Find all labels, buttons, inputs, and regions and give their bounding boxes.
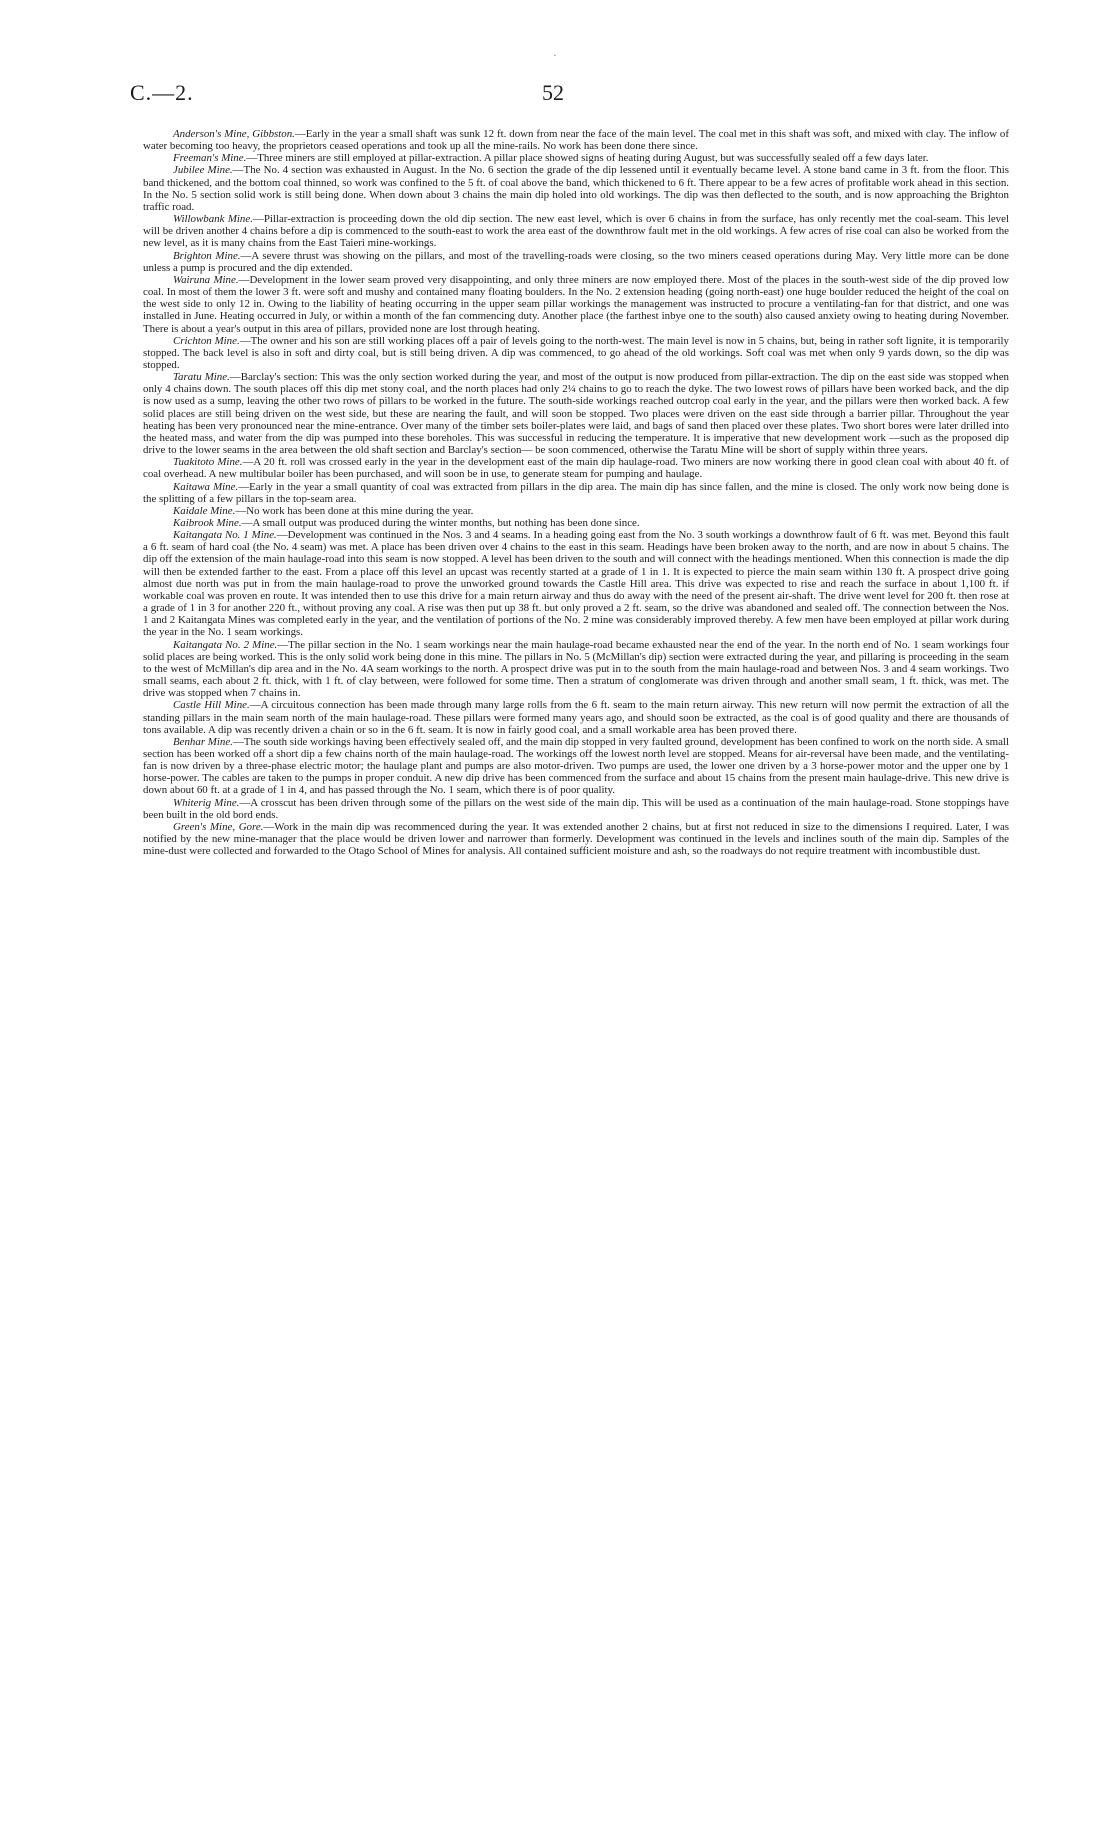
mine-name: Benhar Mine. [173, 735, 233, 748]
mine-name: Kaibrook Mine. [173, 517, 242, 529]
paragraph-text: —A small output was produced during the winter months, but nothing has been done since. [241, 517, 640, 529]
paragraph-text: —A severe thrust was showing on the pillars, and most of the travelling-roads were closing, so the two miners ceased operations during May. Very little more can be done unless a pump is procured and the dip extended. [143, 249, 1009, 274]
page-number: 52 [542, 80, 564, 105]
paragraph [143, 481, 1009, 505]
paragraph-text: —A circuitous connection has been made through many large rolls from the 6 ft. seam to the main return airway. This new return will now permit the extraction of all the standing pillars in the main seam north of the main haulage-road. These pillars were formed many years ago, and should soon be extracted, as the coal is of good quality and there are thousands of tons available. A dip was recently driven a chain or so in the 6 ft. seam. It is now in fairly good coal, and a small workable area has been proved there. [143, 699, 1009, 736]
paragraph [143, 517, 1009, 529]
mine-name: Green's Mine, Gore. [173, 820, 264, 833]
paragraph [143, 456, 1009, 480]
mine-name: Whiterig Mine. [173, 796, 240, 809]
paragraph-text: —Barclay's section: This was the only section worked during the year, and most of the output is now produced from pillar-extraction. The dip on the east side was stopped when only 4 chains down. The south places off this dip met stony coal, and the north places had only 2¼ chains to go to reach the dyke. The two lowest rows of pillars have been worked back, and the dip is now used as a sump, leaving the other two rows of pillars to be worked in the future. The south-side workings reached outcrop coal early in the year, and the pillars were then worked back. A few solid places are still being driven on the west side, but these are nearing the fault, and will soon be stopped. Two places were driven on the east side through a barrier pillar. Throughout the year heating has been very pronounced near the mine-entrance. Over many of the timber sets boiler-plates were laid, and bags of sand then placed over these plates. Two short bores were later drilled into the heated mass, and water from the dip was pumped into these boreholes. This was successful in reducing the temperature. It is imperative that new development work —such as the proposed dip drive to the lower seams in the area between the old shaft section and Barclay's section— be soon commenced, otherwise the Taratu Mine will be short of supply within three years. [143, 371, 1009, 457]
paragraph-text: —Development in the lower seam proved very disappointing, and only three miners are now employed there. Most of the places in the south-west side of the dip proved low coal. In most of them the lower 3 ft. were soft and mushy and contained many floating boulders. In the No. 2 extension heading (going north-east) one huge boulder reduced the height of the coal on the west side to only 12 in. Owing to the liability of heating occurring in the upper seam pillar workings the management was instructed to procure a ventilating-fan for that district, and one was installed in June. Heating occurred in July, or within a month of the fan commencing duty. Another place (the farthest inbye one to the south) also caused anxiety owing to heating during November. There is about a year's output in this area of pillars, provided none are lost through heating. [143, 273, 1009, 335]
paragraph-text: —A 20 ft. roll was crossed early in the year in the development east of the main dip haulage-road. Two miners are now working there in good clean coal with about 40 ft. of coal overhead. A new multibular boiler has been purchased, and will soon be in use, to generate steam for pumping and haulage. [143, 456, 1009, 481]
paragraph [143, 821, 1009, 857]
mine-name: Jubilee Mine. [173, 164, 233, 177]
mine-name: Kaitangata No. 2 Mine. [173, 638, 278, 651]
paragraph [143, 797, 1009, 821]
paragraph [143, 699, 1009, 735]
paragraph-text: —Early in the year a small quantity of coal was extracted from pillars in the dip area. The main dip has since fallen, and the mine is closed. The only work now being done is the splitting of a few pillars in the top-seam area. [143, 480, 1009, 505]
mine-name: Kaitangata No. 1 Mine. [173, 529, 277, 542]
paragraph [143, 274, 1009, 335]
paragraph-text: —Three miners are still employed at pillar-extraction. A pillar place showed signs of heating during August, but was successfully sealed off a few days later. [246, 152, 929, 165]
paragraph [143, 164, 1009, 213]
paragraph-text: —The pillar section in the No. 1 seam workings near the main haulage-road became exhausted near the end of the year. In the north end of No. 1 seam workings four solid places are being worked. This is the only solid work being done in this mine. The pillars in No. 5 (McMillan's dip) section were extracted during the year, and pillaring is proceeding in the seam to the west of McMillan's dip area and in the No. 4A seam workings to the north. A prospect drive was put in to the south from the main haulage-road and between Nos. 3 and 4 seam workings. Two small seams, each about 2 ft. thick, with 1 ft. of clay between, were followed for some time. Then a stratum of conglomerate was driven through and another small seam, 1 ft. thick, was met. The drive was stopped when 7 chains in. [143, 638, 1009, 700]
paragraph-text: —The south side workings having been effectively sealed off, and the main dip stopped in very faulted ground, development has been confined to work on the north side. A small section has been worked off a short dip a few chains north of the main haulage-road. The workings off the lowest north level are stopped. Means for air-reversal have been made, and the ventilating-fan is now driven by a three-phase electric motor; the haulage plant and pumps are also motor-driven. Two pumps are used, the lower one driven by a 3 horse-power motor and the upper one by 1 horse-power. The cables are taken to the pumps in proper conduit. A new dip drive has been commenced from the surface and about 15 chains from the present main haulage-drive. This new drive is down about 60 ft. at a grade of 1 in 4, and has passed through the No. 1 seam, which there is of poor quality. [143, 735, 1009, 797]
paragraph [143, 250, 1009, 274]
paragraph-text: —Work in the main dip was recommenced during the year. It was extended another 2 chains, but at first not reduced in size to the dimensions I required. Later, I was notified by the new mine-manager that the place would be driven lower and narrower than formerly. Development was continued in the levels and inclines south of the main dip. Samples of the mine-dust were collected and forwarded to the Otago School of Mines for analysis. All contained sufficient moisture and ash, so the roadways do not require treatment with incombustible dust. [143, 820, 1009, 858]
mine-name: Taratu Mine. [173, 371, 230, 384]
mine-name: Willowbank Mine. [173, 213, 253, 226]
mine-name: Freeman's Mine. [173, 152, 247, 165]
paragraph [143, 639, 1009, 700]
body-text [143, 128, 1009, 1763]
paragraph [143, 505, 1009, 517]
mine-name: Wairuna Mine. [173, 273, 239, 286]
paragraph [143, 371, 1009, 456]
mine-name: Kaidale Mine. [173, 504, 236, 517]
paragraph-text: —Pillar-extraction is proceeding down the old dip section. The new east level, which is over 6 chains in from the surface, has only recently met the coal-seam. This level will be driven another 4 chains before a dip is commenced to the south-east to work the area east of the downthrow fault met in the old workings. A few acres of rise coal can also be worked from the new level, as it is many chains from the East Taieri mine-workings. [143, 213, 1009, 250]
paragraph-text: —The owner and his son are still working places off a pair of levels going to the north-west. The main level is now in 5 chains, but, being in rather soft lignite, it is temporarily stopped. The back level is also in soft and dirty coal, but is still being driven. A dip was commenced, to go ahead of the old workings. Soft coal was met when only 9 yards down, so the dip was stopped. [143, 334, 1009, 371]
mine-name: Anderson's Mine, Gibbston. [173, 128, 295, 140]
mine-name: Castle Hill Mine. [173, 699, 250, 712]
paragraph [143, 152, 1009, 164]
paragraph-text: —The No. 4 section was exhausted in August. In the No. 6 section the grade of the dip lessened until it eventually became level. A stone band came in 3 ft. from the floor. This band thickened, and the bottom coal thinned, so work was confined to the 5 ft. of coal above the band, which thickened to 6 ft. There appear to be a few acres of profitable work ahead in this section. In the No. 5 section solid work is still being done. When down about 3 chains the main dip holed into old workings. The dip was then deflected to the south, and is now approaching the Brighton traffic road. [143, 164, 1009, 213]
paragraph [143, 128, 1009, 152]
mine-name: Kaitawa Mine. [173, 480, 239, 493]
header-reference: C.—2. [130, 80, 194, 105]
mine-name: Crichton Mine. [173, 334, 240, 347]
paragraph-text: —Early in the year a small shaft was sunk 12 ft. down from near the face of the main level. The coal met in this shaft was soft, and mixed with clay. The inflow of water becoming too heavy, the proprietors ceased operations and took up all the mine-rails. No work has been done there since. [143, 128, 1009, 153]
paragraph-text: —No work has been done at this mine during the year. [235, 504, 474, 517]
paragraph-text: —A crosscut has been driven through some of the pillars on the west side of the main dip. This will be used as a continuation of the main haulage-road. Stone stoppings have been built in the old bord ends. [143, 796, 1009, 821]
paragraph [143, 335, 1009, 371]
mine-name: Brighton Mine. [173, 249, 241, 262]
paragraph [143, 736, 1009, 797]
paragraph-text: —Development was continued in the Nos. 3 and 4 seams. In a heading going east from the No. 3 south workings a downthrow fault of 6 ft. was met. Beyond this fault a 6 ft. seam of hard coal (the No. 4 seam) was met. A place has been driven over 4 chains to the east in this seam. Headings have been broken away to the north, and are now in about 5 chains. The dip off the extension of the main haulage-road into this seam is now stopped. A level has been driven to the south and will connect with the headings mentioned. When this connection is made the dip will then be extended farther to the east. From a place off this level an upcast was recently started at a grade of 1 in 1. It is expected to pierce the main seam within 130 ft. A prospect drive going almost due north was put in from the main haulage-road to prove the unworked ground towards the Castle Hill area. This drive was expected to rise and reach the surface in about 1,100 ft. if workable coal was proven en route. It was intended then to use this drive for a main return airway and thus do away with the need of the present air-shaft. The drive went level for 200 ft. then rose at a grade of 1 in 3 for another 220 ft., without proving any coal. A rise was then put up 38 ft. but only proved a 2 ft. seam, so the drive was abandoned and sealed off. The connection between the Nos. 1 and 2 Kaitangata Mines was completed early in the year, and the ventilation of portions of the No. 2 mine was considerably improved thereby. A few men have been employed at pillar work during the year in the No. 1 seam workings. [143, 529, 1009, 639]
paragraph [143, 529, 1009, 638]
page-mark: · [553, 50, 557, 62]
paragraph [143, 213, 1009, 249]
mine-name: Tuakitoto Mine. [173, 456, 243, 469]
